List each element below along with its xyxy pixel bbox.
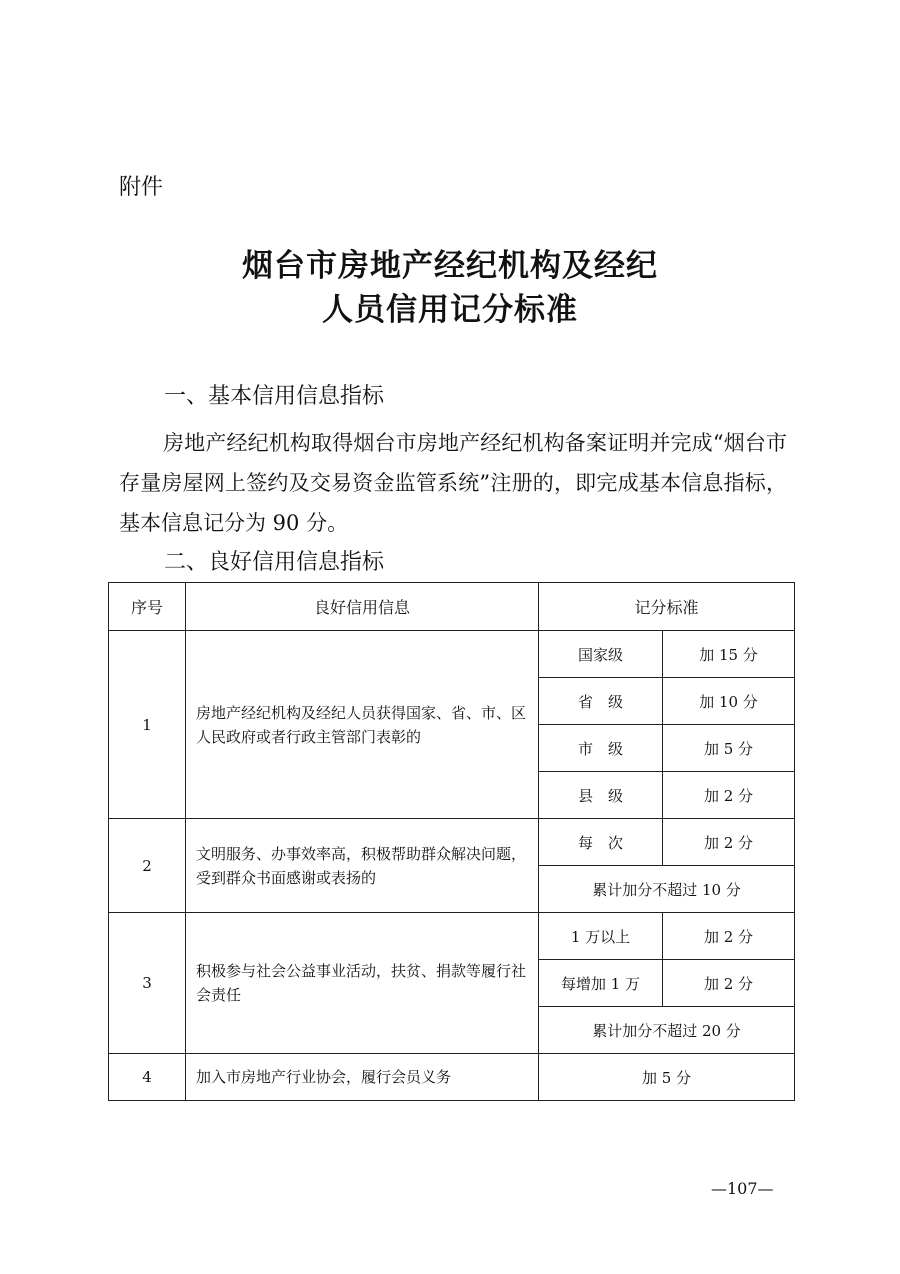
level-cell: 1 万以上: [539, 913, 663, 960]
table-row: [109, 631, 795, 678]
level-cell: 国家级: [539, 631, 663, 678]
header-info: 良好信用信息: [186, 583, 539, 631]
score-cell: 加 2 分: [663, 772, 795, 819]
title-line-2: 人员信用记分标准: [322, 292, 578, 328]
table-row: [109, 913, 795, 960]
cap-note: 累计加分不超过 20 分: [539, 1007, 795, 1054]
credit-score-table: [108, 582, 795, 1101]
table-header-row: [109, 583, 795, 631]
level-cell: 市 级: [539, 725, 663, 772]
table-row: [109, 819, 795, 866]
score-cell: 加 10 分: [663, 678, 795, 725]
row-no: 3: [109, 913, 186, 1054]
level-cell: 每 次: [539, 819, 663, 866]
row-info: 文明服务、办事效率高，积极帮助群众解决问题，受到群众书面感谢或表扬的: [186, 819, 539, 913]
row-no: 4: [109, 1054, 186, 1101]
score-cell: 加 2 分: [663, 913, 795, 960]
section-1-paragraph: 房地产经纪机构取得烟台市房地产经纪机构备案证明并完成“烟台市存量房屋网上签约及交易资金监管系统”注册的，即完成基本信息指标，基本信息记分为 90 分。: [119, 431, 787, 535]
cap-note: 累计加分不超过 10 分: [539, 866, 795, 913]
score-cell: 加 2 分: [663, 819, 795, 866]
score-cell: 加 5 分: [539, 1054, 795, 1101]
score-cell: 加 15 分: [663, 631, 795, 678]
level-cell: 每增加 1 万: [539, 960, 663, 1007]
page-number: —107—: [711, 1179, 774, 1198]
attachment-label: 附件: [119, 175, 164, 200]
table-row: [109, 1054, 795, 1101]
score-cell: 加 5 分: [663, 725, 795, 772]
row-no: 2: [109, 819, 186, 913]
level-cell: 县 级: [539, 772, 663, 819]
row-info: 积极参与社会公益事业活动，扶贫、捐款等履行社会责任: [186, 913, 539, 1054]
section-1-heading: 一、基本信用信息指标: [164, 384, 385, 409]
score-cell: 加 2 分: [663, 960, 795, 1007]
title-line-1: 烟台市房地产经纪机构及经纪: [242, 248, 658, 284]
header-standard: 记分标准: [539, 583, 795, 631]
row-info: 房地产经纪机构及经纪人员获得国家、省、市、区人民政府或者行政主管部门表彰的: [186, 631, 539, 819]
header-no: 序号: [109, 583, 186, 631]
row-no: 1: [109, 631, 186, 819]
section-2-heading: 二、良好信用信息指标: [164, 550, 385, 575]
level-cell: 省 级: [539, 678, 663, 725]
row-info: 加入市房地产行业协会，履行会员义务: [186, 1054, 539, 1101]
document-title: [0, 244, 900, 332]
